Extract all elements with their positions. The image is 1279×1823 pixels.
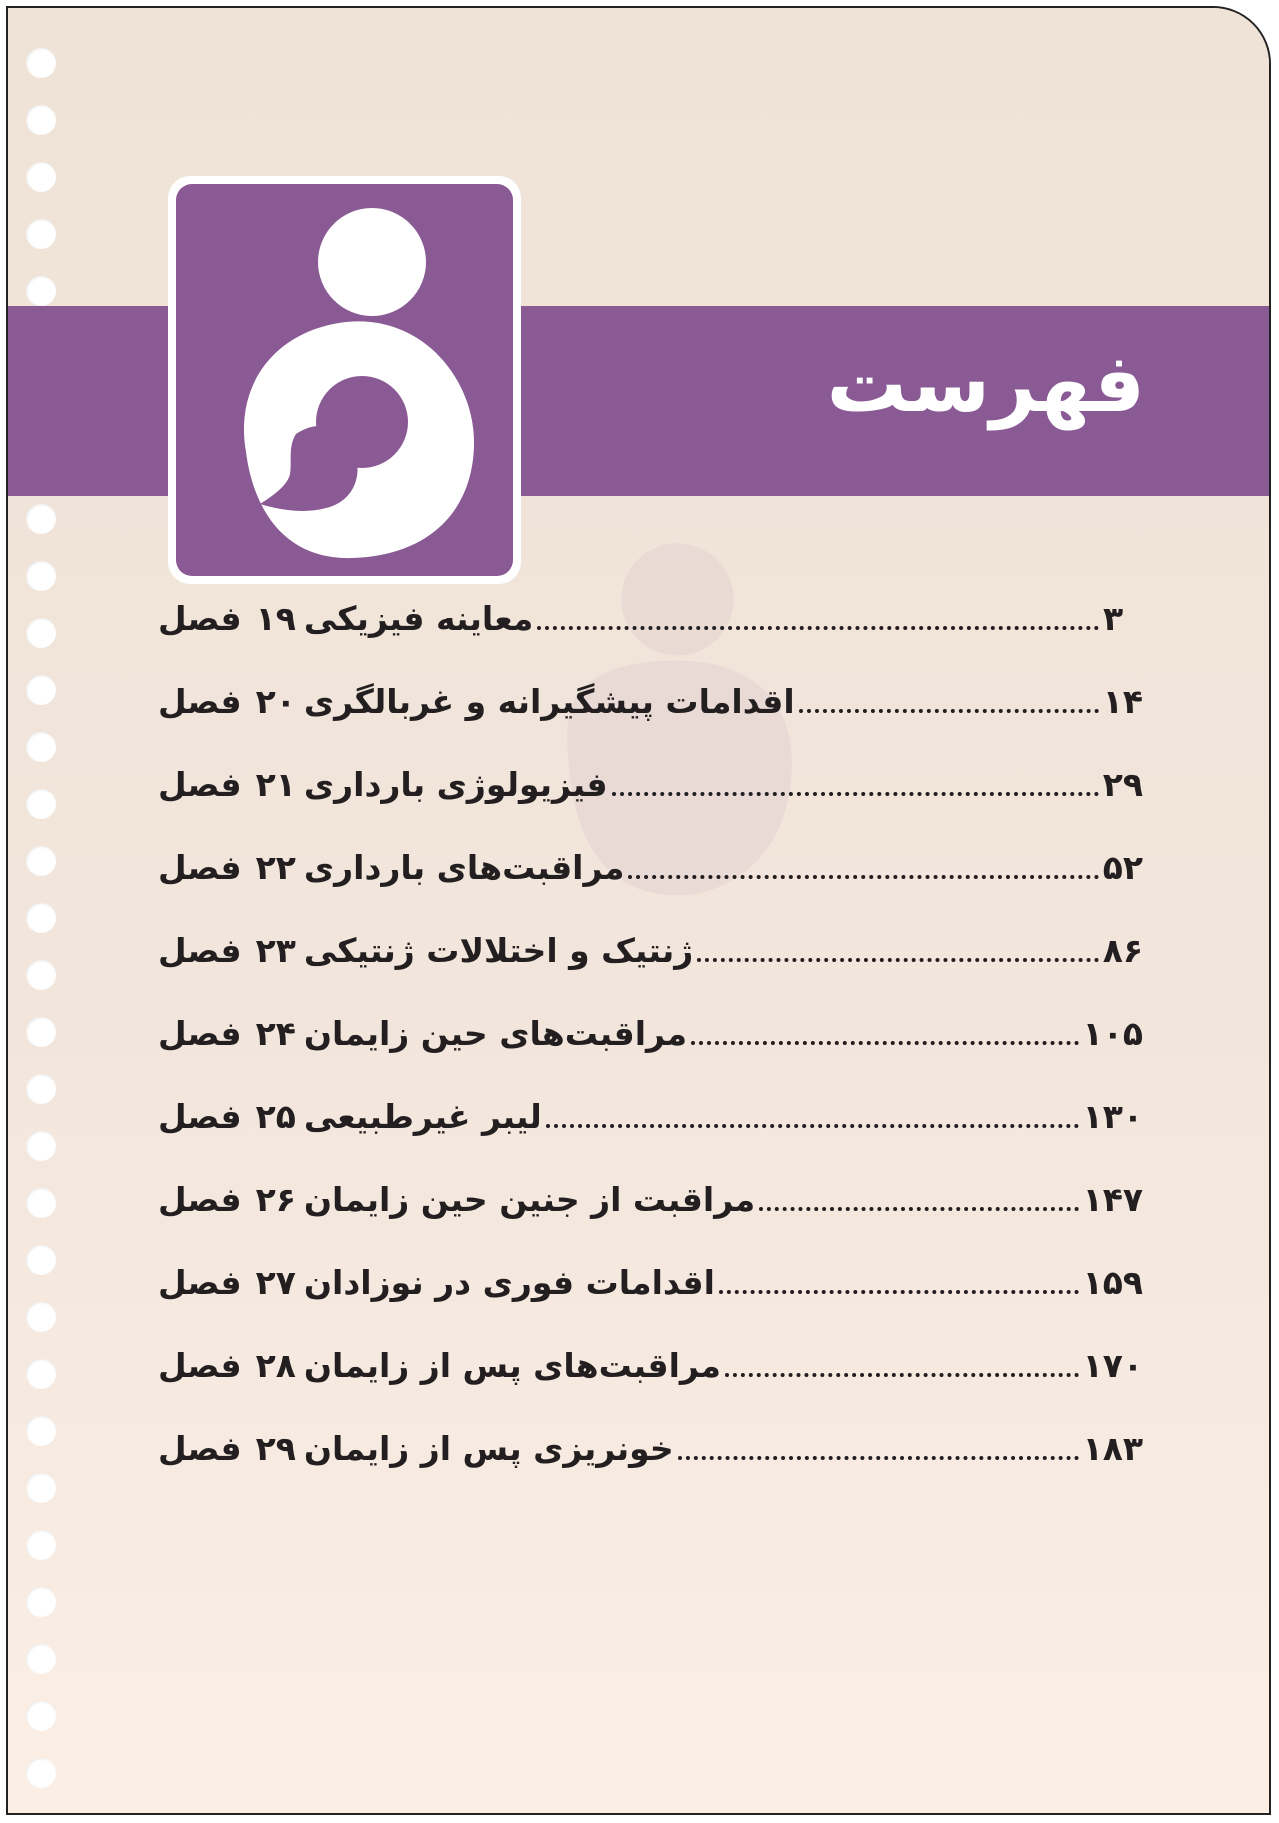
chapter-number: ۲۶ (255, 1179, 296, 1219)
book-page (6, 6, 1271, 1815)
chapter-title: مراقبت‌های حین زایمان (303, 1013, 687, 1053)
chapter-label: فصل (158, 598, 242, 638)
binder-hole (26, 1587, 56, 1617)
page-number: ۸۶ (1102, 930, 1143, 970)
binder-hole (26, 960, 56, 990)
binder-hole (26, 48, 56, 78)
page-number: ۵۲ (1102, 847, 1143, 887)
toc-entry[interactable] (158, 754, 1143, 814)
toc-entry[interactable] (158, 837, 1143, 897)
chapter-label: فصل (158, 1428, 242, 1468)
toc-entry[interactable] (158, 1418, 1143, 1478)
chapter-number: ۲۵ (255, 1096, 296, 1136)
binder-hole (26, 1473, 56, 1503)
dot-leader (678, 1432, 1079, 1460)
chapter-number: ۲۷ (255, 1262, 296, 1302)
binder-hole (26, 1188, 56, 1218)
breastfeeding-icon (176, 184, 513, 576)
toc-entry[interactable] (158, 1003, 1143, 1063)
binder-hole (26, 504, 56, 534)
binder-hole (26, 276, 56, 306)
chapter-label: فصل (158, 1262, 242, 1302)
toc-entry[interactable] (158, 1169, 1143, 1229)
binder-hole (26, 1017, 56, 1047)
page-number: ۱۰۵ (1082, 1013, 1143, 1053)
binder-hole (26, 1644, 56, 1674)
chapter-label: فصل (158, 930, 242, 970)
page-number: ۲۹ (1102, 764, 1143, 804)
chapter-number: ۲۱ (255, 764, 296, 804)
page-title: فهرست (826, 337, 1145, 430)
chapter-title: مراقبت‌های بارداری (303, 847, 625, 887)
binder-hole (26, 162, 56, 192)
chapter-label: فصل (158, 681, 242, 721)
binder-hole (26, 1758, 56, 1788)
chapter-label: فصل (158, 1096, 242, 1136)
binder-hole (26, 789, 56, 819)
toc-entry[interactable] (158, 1252, 1143, 1312)
chapter-title: خونریزی پس از زایمان (303, 1428, 674, 1468)
binder-hole (26, 1701, 56, 1731)
binder-hole (26, 846, 56, 876)
toc-entry[interactable] (158, 920, 1143, 980)
binder-hole (26, 1359, 56, 1389)
chapter-number: ۲۲ (255, 847, 296, 887)
chapter-number: ۲۳ (255, 930, 296, 970)
page-number: ۳ (1103, 598, 1124, 638)
binder-hole (26, 561, 56, 591)
binder-hole (26, 1245, 56, 1275)
dot-leader (537, 602, 1099, 630)
chapter-title: مراقبت از جنین حین زایمان (303, 1179, 756, 1219)
dot-leader (628, 851, 1098, 879)
chapter-number: ۲۸ (255, 1345, 296, 1385)
chapter-label: فصل (158, 764, 242, 804)
page-number: ۱۵۹ (1082, 1262, 1143, 1302)
dot-leader (759, 1183, 1078, 1211)
chapter-number: ۱۹ (255, 598, 296, 638)
chapter-number: ۲۰ (255, 681, 296, 721)
dot-leader (697, 934, 1098, 962)
page-number: ۱۴۷ (1082, 1179, 1143, 1219)
chapter-title: مراقبت‌های پس از زایمان (303, 1345, 721, 1385)
chapter-title: اقدامات فوری در نوزادان (303, 1262, 715, 1302)
chapter-title: فیزیولوژی بارداری (303, 764, 608, 804)
chapter-title: لیبر غیرطبیعی (303, 1096, 542, 1136)
binder-hole (26, 1530, 56, 1560)
binder-hole (26, 618, 56, 648)
binder-hole (26, 1416, 56, 1446)
dot-leader (725, 1349, 1079, 1377)
binder-hole (26, 105, 56, 135)
binder-hole (26, 732, 56, 762)
page-number: ۱۸۳ (1082, 1428, 1143, 1468)
dot-leader (719, 1266, 1079, 1294)
dot-leader (546, 1100, 1079, 1128)
toc-entry[interactable] (158, 671, 1143, 731)
binder-hole (26, 1074, 56, 1104)
chapter-label: فصل (158, 847, 242, 887)
binder-hole (26, 1302, 56, 1332)
toc-entry[interactable] (158, 588, 1143, 648)
chapter-title: ژنتیک و اختلالات ژنتیکی (303, 930, 694, 970)
chapter-number: ۲۹ (255, 1428, 296, 1468)
logo-frame (168, 176, 521, 584)
chapter-label: فصل (158, 1179, 242, 1219)
chapter-number: ۲۴ (255, 1013, 296, 1053)
toc-entry[interactable] (158, 1335, 1143, 1395)
page-number: ۱۷۰ (1082, 1345, 1143, 1385)
chapter-title: معاینه فیزیکی (303, 598, 534, 638)
page-number: ۱۳۰ (1082, 1096, 1143, 1136)
logo-panel (176, 184, 513, 576)
dot-leader (612, 768, 1099, 796)
chapter-label: فصل (158, 1345, 242, 1385)
chapter-title: اقدامات پیشگیرانه و غربالگری (303, 681, 795, 721)
chapter-label: فصل (158, 1013, 242, 1053)
dot-leader (799, 685, 1099, 713)
page-number: ۱۴ (1102, 681, 1143, 721)
toc-entry[interactable] (158, 1086, 1143, 1146)
binder-hole (26, 219, 56, 249)
dot-leader (691, 1017, 1079, 1045)
binder-hole (26, 675, 56, 705)
binder-hole (26, 1131, 56, 1161)
binder-hole (26, 903, 56, 933)
